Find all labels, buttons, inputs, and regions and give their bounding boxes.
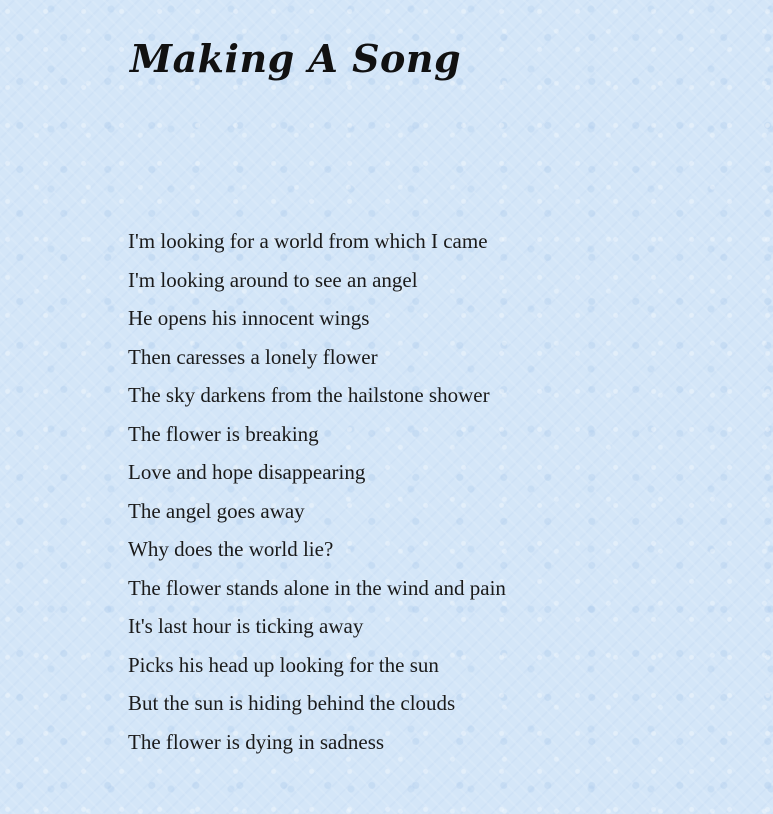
poem-line: The flower is breaking (128, 421, 319, 446)
poem-line: He opens his innocent wings (128, 306, 370, 330)
poem-line: I'm looking around to see an angel (128, 267, 418, 292)
poem-line: It's last hour is ticking away (128, 614, 364, 638)
poem-body (128, 222, 506, 761)
poem-line: The flower is dying in sadness (128, 729, 385, 754)
poem-line: Then caresses a lonely flower (128, 344, 378, 369)
poem-line: The sky darkens from the hailstone shower (128, 383, 490, 407)
poem-title: Making A Song (130, 36, 462, 81)
poem-line: But the sun is hiding behind the clouds (128, 691, 456, 715)
poem-line: I'm looking for a world from which I came (128, 229, 488, 253)
poem-line: Love and hope disappearing (128, 460, 366, 484)
poem-line: The flower stands alone in the wind and pain (128, 575, 506, 600)
poem-line: Picks his head up looking for the sun (128, 652, 439, 677)
poem-line: Why does the world lie? (128, 537, 334, 561)
poem-line: The angel goes away (128, 498, 305, 523)
